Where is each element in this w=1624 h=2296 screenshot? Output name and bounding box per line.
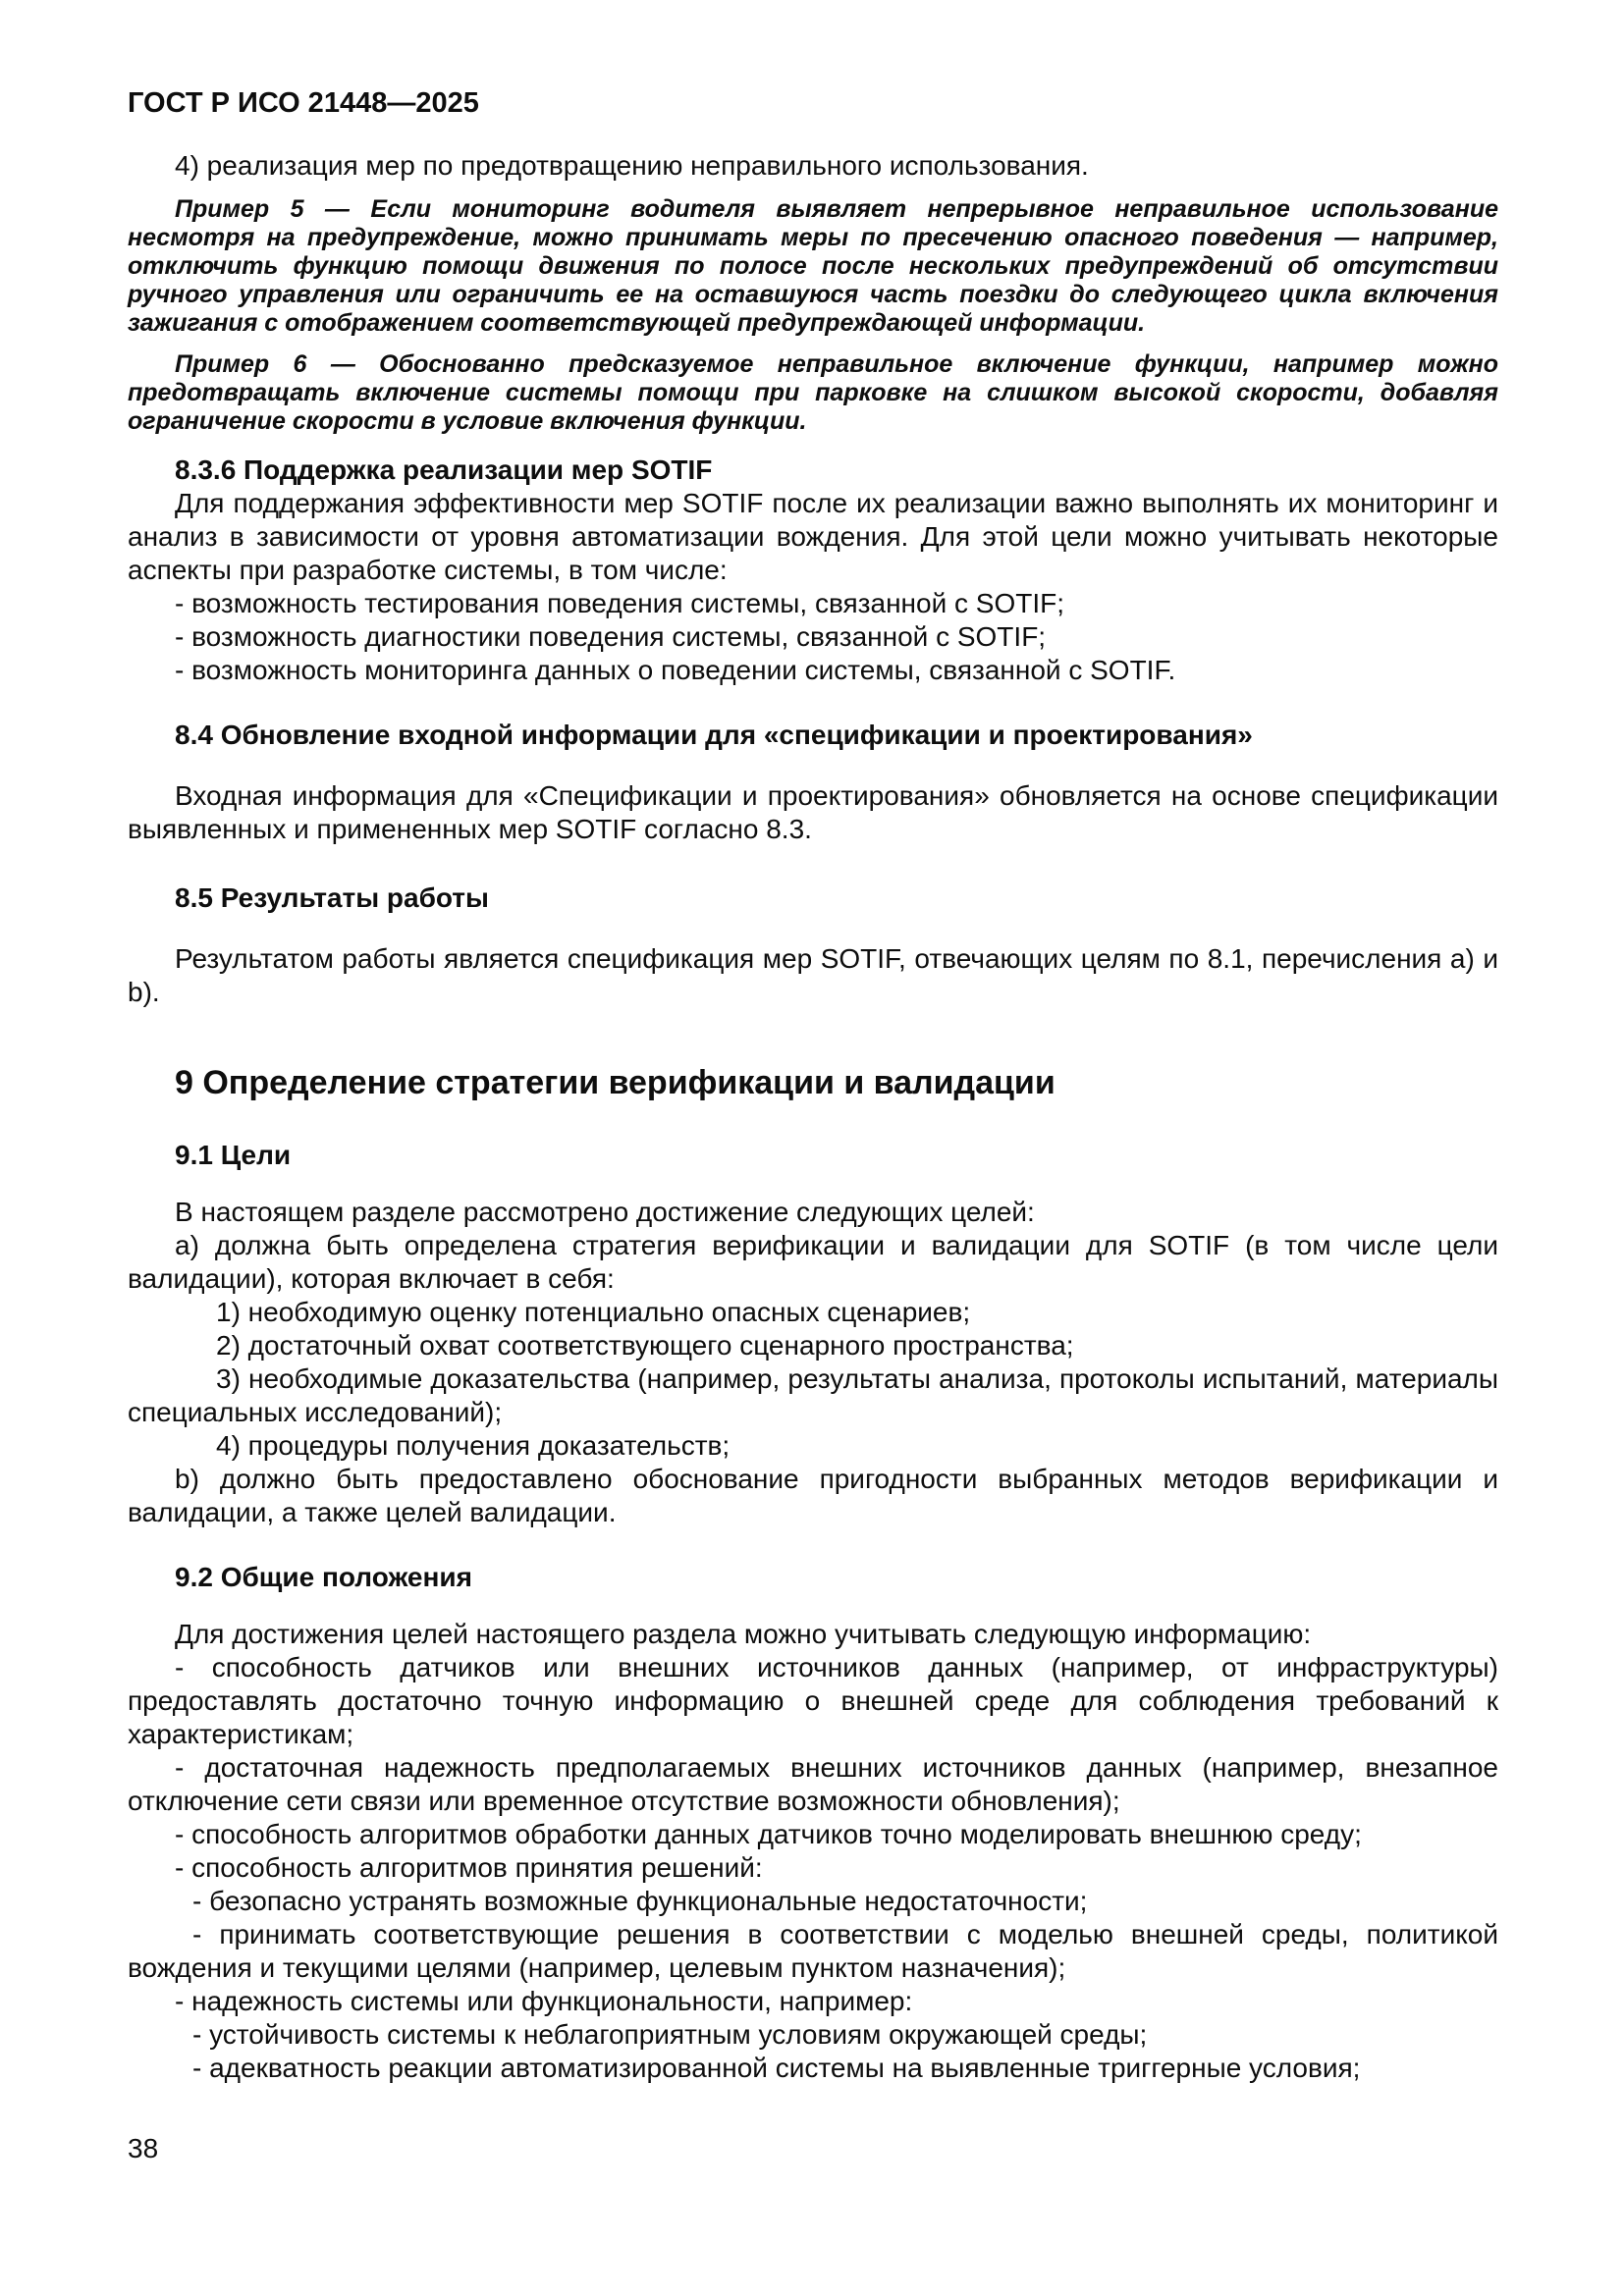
list-item: 3) необходимые доказательства (например, результаты анализа, протоколы испытаний, материалы специальных исследований); (128, 1363, 1498, 1427)
list-item-nested: - адекватность реакции автоматизированной системы на выявленные триггерные условия; (192, 2053, 1361, 2083)
paragraph-9-2-intro: Для достижения целей настоящего раздела можно учитывать следующую информацию: (175, 1619, 1312, 1649)
list-item: - надежность системы или функциональности, например: (175, 1986, 913, 2016)
heading-8-4: 8.4 Обновление входной информации для «спецификации и проектирования» (175, 720, 1253, 750)
list-item-nested: - устойчивость системы к неблагоприятным условиям окружающей среды; (192, 2019, 1148, 2050)
list-item: - возможность диагностики поведения системы, связанной с SOTIF; (175, 621, 1047, 652)
list-item: - способность датчиков или внешних источников данных (например, от инфраструктуры) предоставлять достаточно точную информацию о внешней среде для соблюдения требований к характеристикам; (128, 1652, 1498, 1749)
list-item: 2) достаточный охват соответствующего сценарного пространства; (216, 1330, 1074, 1361)
example-5-paragraph: Пример 5 — Если мониторинг водителя выявляет непрерывное неправильное использование несмотря на предупреждение, можно принимать меры по пресечению опасного поведения — например, отключить функцию помощи движения по полосе после нескольких предупреждений об отсутствии ручного управления или ограничить ее на оставшуюся часть поездки до следующего цикла включения зажигания с отображением соответствующей предупреждающей информации. (128, 195, 1498, 337)
list-item: - возможность тестирования поведения системы, связанной с SOTIF; (175, 588, 1065, 618)
paragraph-8-4: Входная информация для «Спецификации и проектирования» обновляется на основе спецификации выявленных и примененных мер SOTIF согласно 8.3. (128, 780, 1498, 844)
list-item: - достаточная надежность предполагаемых внешних источников данных (например, внезапное отключение сети связи или временное отсутствие возможности обновления); (128, 1752, 1498, 1816)
paragraph-9-1-b: b) должно быть предоставлено обоснование пригодности выбранных методов верификации и валидации, а также целей валидации. (128, 1464, 1498, 1527)
list-item: - возможность мониторинга данных о поведении системы, связанной с SOTIF. (175, 655, 1176, 685)
list-item: 4) процедуры получения доказательств; (216, 1430, 731, 1461)
list-item: - способность алгоритмов принятия решений: (175, 1852, 763, 1883)
paragraph-9-1-a: a) должна быть определена стратегия верификации и валидации для SOTIF (в том числе цели валидации), которая включает в себя: (128, 1230, 1498, 1294)
heading-9-1: 9.1 Цели (175, 1140, 292, 1170)
paragraph-8-3-6: Для поддержания эффективности мер SOTIF после их реализации важно выполнять их мониторинг и анализ в зависимости от уровня автоматизации вождения. Для этой цели можно учитывать некоторые аспекты при разработке системы, в том числе: (128, 488, 1498, 585)
paragraph-9-1-intro: В настоящем разделе рассмотрено достижение следующих целей: (175, 1197, 1035, 1227)
list-item-4: 4) реализация мер по предотвращению неправильного использования. (175, 150, 1089, 181)
chapter-heading-9: 9 Определение стратегии верификации и валидации (175, 1064, 1056, 1101)
list-item: - способность алгоритмов обработки данных датчиков точно моделировать внешнюю среду; (175, 1819, 1362, 1849)
list-item-nested: - безопасно устранять возможные функциональные недостаточности; (192, 1886, 1088, 1916)
paragraph-8-5: Результатом работы является спецификация мер SOTIF, отвечающих целям по 8.1, перечисления a) и b). (128, 943, 1498, 1007)
list-item: 1) необходимую оценку потенциально опасных сценариев; (216, 1297, 971, 1327)
heading-8-3-6: 8.3.6 Поддержка реализации мер SOTIF (175, 454, 713, 485)
document-header: ГОСТ Р ИСО 21448—2025 (128, 87, 479, 119)
example-6-paragraph: Пример 6 — Обоснованно предсказуемое неправильное включение функции, например можно предотвращать включение системы помощи при парковке на слишком высокой скорости, добавляя ограничение скорости в условие включения функции. (128, 350, 1498, 435)
list-item-nested: - принимать соответствующие решения в соответствии с моделью внешней среды, политикой вождения и текущими целями (например, целевым пунктом назначения); (128, 1919, 1498, 1983)
page-number: 38 (128, 2133, 159, 2163)
heading-8-5: 8.5 Результаты работы (175, 882, 489, 913)
heading-9-2: 9.2 Общие положения (175, 1562, 472, 1592)
